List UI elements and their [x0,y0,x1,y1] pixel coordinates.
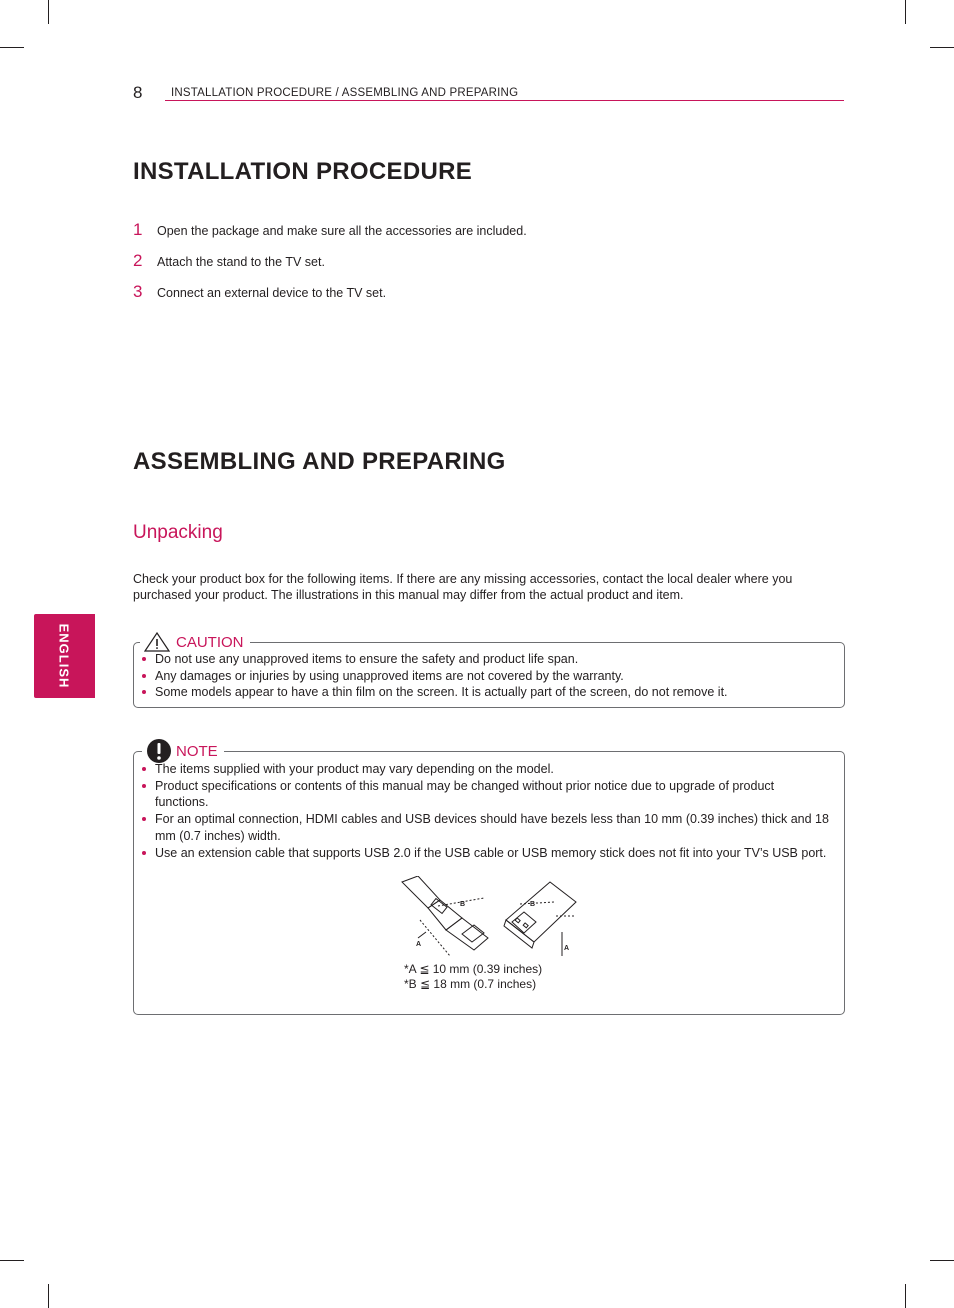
dimension-b-marker: B [530,901,536,908]
step-text: Connect an external device to the TV set. [157,286,387,300]
crop-mark [930,1260,954,1261]
unpacking-subtitle: Unpacking [133,522,223,543]
caution-item: Any damages or injuries by using unapproved items are not covered by the warranty. [142,668,830,685]
crop-mark [905,1284,906,1308]
caution-box [133,633,845,708]
crop-mark [48,0,49,24]
caution-header [140,631,250,653]
dimension-a-note: *A ≦ 10 mm (0.39 inches) [404,962,543,976]
note-box [133,742,845,1015]
step-number: 2 [133,251,143,270]
dimension-a-marker: A [564,945,570,952]
caution-item: Some models appear to have a thin film on the screen. It is actually part of the screen, do not remove it. [142,684,830,701]
page-number: 8 [133,83,143,102]
intro-paragraph: Check your product box for the following items. If there are any missing accessories, contact the local dealer where you purchased your product. The illustrations in this manual may differ from the actual product and item. [133,572,793,602]
step-number: 3 [133,282,143,301]
dimension-b-marker: B [460,901,466,908]
crop-mark [905,0,906,24]
language-tab-label: ENGLISH [56,623,72,689]
note-item: For an optimal connection, HDMI cables and USB devices should have bezels less than 10 mm (0.39 inches) thick and 18 mm (0.7 inches) width. [142,811,830,844]
step-text: Attach the stand to the TV set. [157,255,325,269]
note-item: Use an extension cable that supports USB 2.0 if the USB cable or USB memory stick does not fit into your TV’s USB port. [142,845,830,862]
caution-label: CAUTION [176,633,244,651]
dimension-b-note: *B ≦ 18 mm (0.7 inches) [404,977,537,991]
crop-mark [0,47,24,48]
connector-illustration [398,876,588,962]
language-tab [34,614,95,698]
note-item: Product specifications or contents of this manual may be changed without prior notice due to upgrade of product functions. [142,778,830,811]
caution-list [142,651,830,701]
note-item: The items supplied with your product may vary depending on the model. [142,761,830,778]
installation-title: INSTALLATION PROCEDURE [133,158,473,185]
warning-triangle-icon [144,632,170,652]
caution-item: Do not use any unapproved items to ensure the safety and product life span. [142,651,830,668]
running-title: INSTALLATION PROCEDURE / ASSEMBLING AND PREPARING [171,87,519,99]
crop-mark [48,1284,49,1308]
crop-mark [930,47,954,48]
note-label: NOTE [176,742,218,760]
step-number: 1 [133,220,143,239]
assembling-title: ASSEMBLING AND PREPARING [133,448,506,475]
crop-mark [0,1260,24,1261]
dimension-a-marker: A [416,941,422,948]
header-rule [165,100,844,101]
hdmi-plug-icon [402,876,488,956]
dimension-notes [404,962,542,992]
step-text: Open the package and make sure all the accessories are included. [157,224,527,238]
note-list [142,761,830,861]
